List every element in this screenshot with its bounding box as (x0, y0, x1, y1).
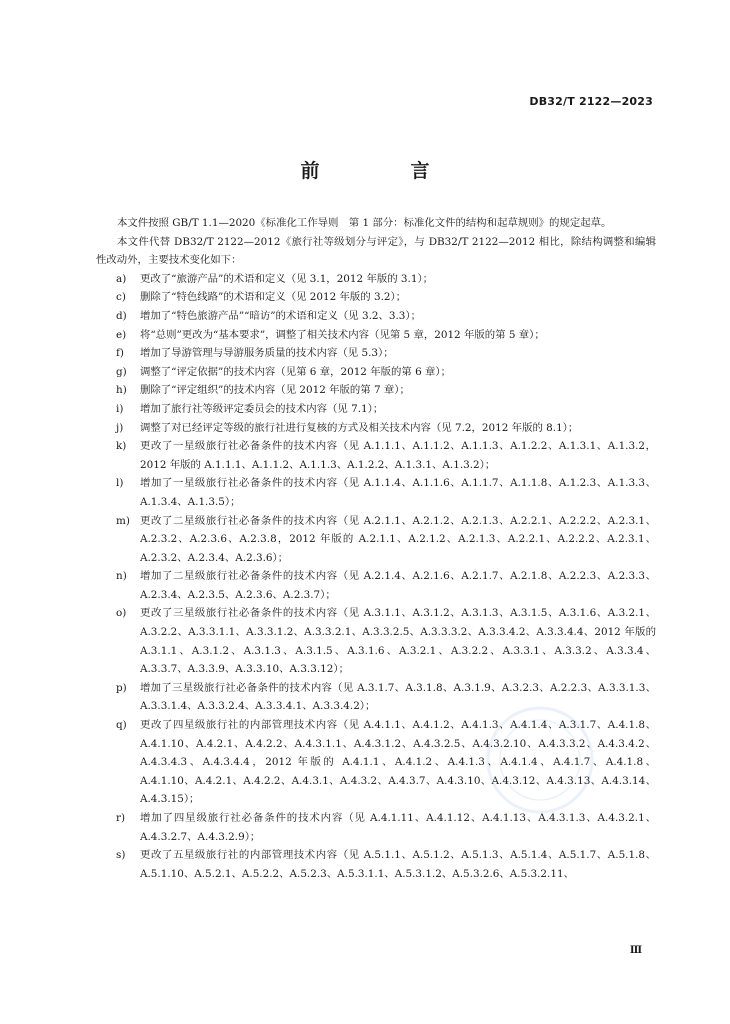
list-item-label: o) (116, 607, 127, 620)
list-item-text: 调整了“评定依据”的技术内容（见第 6 章，2012 年版的第 6 章）； (140, 365, 451, 378)
list-item-text: 调整了对已经评定等级的旅行社进行复核的方式及相关技术内容（见 7.2，2012 年版的 8.1）； (140, 421, 579, 434)
standard-code: DB32/T 2122—2023 (529, 95, 653, 108)
page-title: 前 言 (300, 160, 466, 182)
list-item-label: c) (116, 291, 126, 304)
list-item (96, 400, 656, 419)
list-item-label: p) (116, 681, 127, 694)
list-item-label: i) (116, 402, 124, 415)
list-item-text: 增加了四星级旅行社必备条件的技术内容（见 A.4.1.11、A.4.1.12、A.4.1.13、A.4.3.1.3、A.4.3.2.1、A.4.3.2.7、A.4.3.2.9）； (140, 812, 656, 843)
list-item (96, 437, 656, 474)
list-item-label: j) (116, 421, 124, 434)
list-item (96, 307, 656, 326)
list-item-text: 更改了四星级旅行社的内部管理技术内容（见 A.4.1.1、A.4.1.2、A.4.1.3、A.4.1.4、A.3.1.7、A.4.1.8、A.4.1.10、A.4.2.1、A.4.2.2、A.4.3.1.1、A.4.3.1.2、A.4.3.2.5、A.4.3.2.10、A.4.3.3.2、A.4.3.4.2、A.4.3.4.3、A.4.3.4.4，2012 年版的 A.4.1.1、A.4.1.2、A.4.1.3、A.4.1.4、A.4.1.7、A.4.1.8、A.4.1.10、A.4.2.1、A.4.2.2、A.4.3.1、A.4.3.2、A.4.3.7、A.4.3.10、A.4.3.12、A.4.3.13、A.4.3.14、A.4.3.15）； (140, 719, 656, 806)
list-item (96, 419, 656, 438)
list-item (96, 381, 656, 400)
list-item (96, 716, 656, 809)
document-body (96, 214, 656, 883)
list-item-label: h) (116, 384, 127, 397)
intro-paragraph: 本文件按照 GB/T 1.1—2020《标准化工作导则 第 1 部分：标准化文件的结构和起草规则》的规定起草。 (117, 217, 612, 229)
list-item-text: 删除了“评定组织”的技术内容（见 2012 年版的第 7 章）； (140, 384, 410, 397)
list-item (96, 326, 656, 345)
list-item-text: 更改了二星级旅行社必备条件的技术内容（见 A.2.1.1、A.2.1.2、A.2.1.3、A.2.2.1、A.2.2.2、A.2.3.1、A.2.3.2、A.2.3.6、A.2.3.8，2012 年版的 A.2.1.1、A.2.1.2、A.2.1.3、A.2.2.1、A.2.2.2、A.2.3.1、A.2.3.2、A.2.3.4、A.2.3.6）； (140, 514, 656, 564)
list-item-text: 增加了二星级旅行社必备条件的技术内容（见 A.2.1.4、A.2.1.6、A.2.1.7、A.2.1.8、A.2.2.3、A.2.3.3、A.2.3.4、A.2.3.5、A.2.3.6、A.2.3.7）； (140, 570, 656, 601)
list-item (96, 679, 656, 716)
list-item-text: 增加了“特色旅游产品”“暗访”的术语和定义（见 3.2、3.3）； (140, 309, 421, 322)
list-item-label: k) (116, 440, 127, 453)
list-item-label: e) (116, 328, 127, 341)
list-item-label: n) (116, 570, 127, 583)
list-item-text: 增加了导游管理与导游服务质量的技术内容（见 5.3）； (140, 347, 394, 360)
list-item-label: f) (116, 347, 124, 360)
list-item-label: d) (116, 309, 127, 322)
page-number: Ⅲ (629, 945, 642, 956)
list-item-text: 将“总则”更改为“基本要求”，调整了相关技术内容（见第 5 章，2012 年版的第 5 章）； (140, 328, 545, 341)
list-item (96, 270, 656, 289)
list-item (96, 604, 656, 678)
list-item (96, 363, 656, 382)
list-item (96, 344, 656, 363)
list-item-label: l) (116, 477, 124, 490)
list-item-text: 删除了“特色线路”的术语和定义（见 2012 年版的 3.2）； (140, 291, 407, 304)
list-item-text: 更改了“旅游产品”的术语和定义（见 3.1，2012 年版的 3.1）； (140, 272, 434, 285)
list-item (96, 809, 656, 846)
list-item-text: 增加了三星级旅行社必备条件的技术内容（见 A.3.1.7、A.3.1.8、A.3.1.9、A.3.2.3、A.2.2.3、A.3.3.1.3、A.3.3.1.4、A.3.3.2.4、A.3.3.4.1、A.3.3.4.2）； (140, 681, 656, 713)
list-item-text: 更改了五星级旅行社的内部管理技术内容（见 A.5.1.1、A.5.1.2、A.5.1.3、A.5.1.4、A.5.1.7、A.5.1.8、A.5.1.10、A.5.2.1、A.5.2.2、A.5.2.3、A.5.3.1.1、A.5.3.1.2、A.5.3.2.6、A.5.3.2.11、 (140, 849, 656, 880)
change-list (96, 270, 656, 884)
list-item (96, 512, 656, 568)
list-item (96, 474, 656, 511)
list-item (96, 288, 656, 307)
list-item-text: 增加了旅行社等级评定委员会的技术内容（见 7.1）； (140, 402, 384, 415)
list-item-label: s) (116, 849, 126, 862)
list-item (96, 846, 656, 883)
list-item-label: r) (116, 812, 126, 824)
list-item-label: m) (116, 514, 130, 527)
list-item-label: q) (116, 719, 127, 732)
list-item (96, 567, 656, 604)
list-item-text: 更改了一星级旅行社必备条件的技术内容（见 A.1.1.1、A.1.1.2、A.1.1.3、A.1.2.2、A.1.3.1、A.1.3.2，2012 年版的 A.1.1.1、A.1.1.2、A.1.1.3、A.1.2.2、A.1.3.1、A.1.3.2）； (140, 440, 656, 471)
list-item-text: 增加了一星级旅行社必备条件的技术内容（见 A.1.1.4、A.1.1.6、A.1.1.7、A.1.1.8、A.1.2.3、A.1.3.3、A.1.3.4、A.1.3.5）； (140, 477, 656, 508)
replacement-paragraph: 本文件代替 DB32/T 2122—2012《旅行社等级划分与评定》，与 DB32/T 2122—2012 相比，除结构调整和编辑性改动外，主要技术变化如下： (96, 235, 656, 267)
list-item-label: g) (116, 365, 127, 378)
list-item-text: 更改了三星级旅行社必备条件的技术内容（见 A.3.1.1、A.3.1.2、A.3.1.3、A.3.1.5、A.3.1.6、A.3.2.1、A.3.2.2、A.3.3.1.1、A.3.3.1.2、A.3.3.2.1、A.3.3.2.5、A.3.3.3.2、A.3.3.4.2、A.3.3.4.4、2012 年版的 A.3.1.1、A.3.1.2、A.3.1.3、A.3.1.5、A.3.1.6、A.3.2.1、A.3.2.2、A.3.3.1、A.3.3.2、A.3.3.4、A.3.3.7、A.3.3.9、A.3.3.10、A.3.3.12）； (140, 607, 656, 676)
list-item-label: a) (116, 272, 127, 285)
